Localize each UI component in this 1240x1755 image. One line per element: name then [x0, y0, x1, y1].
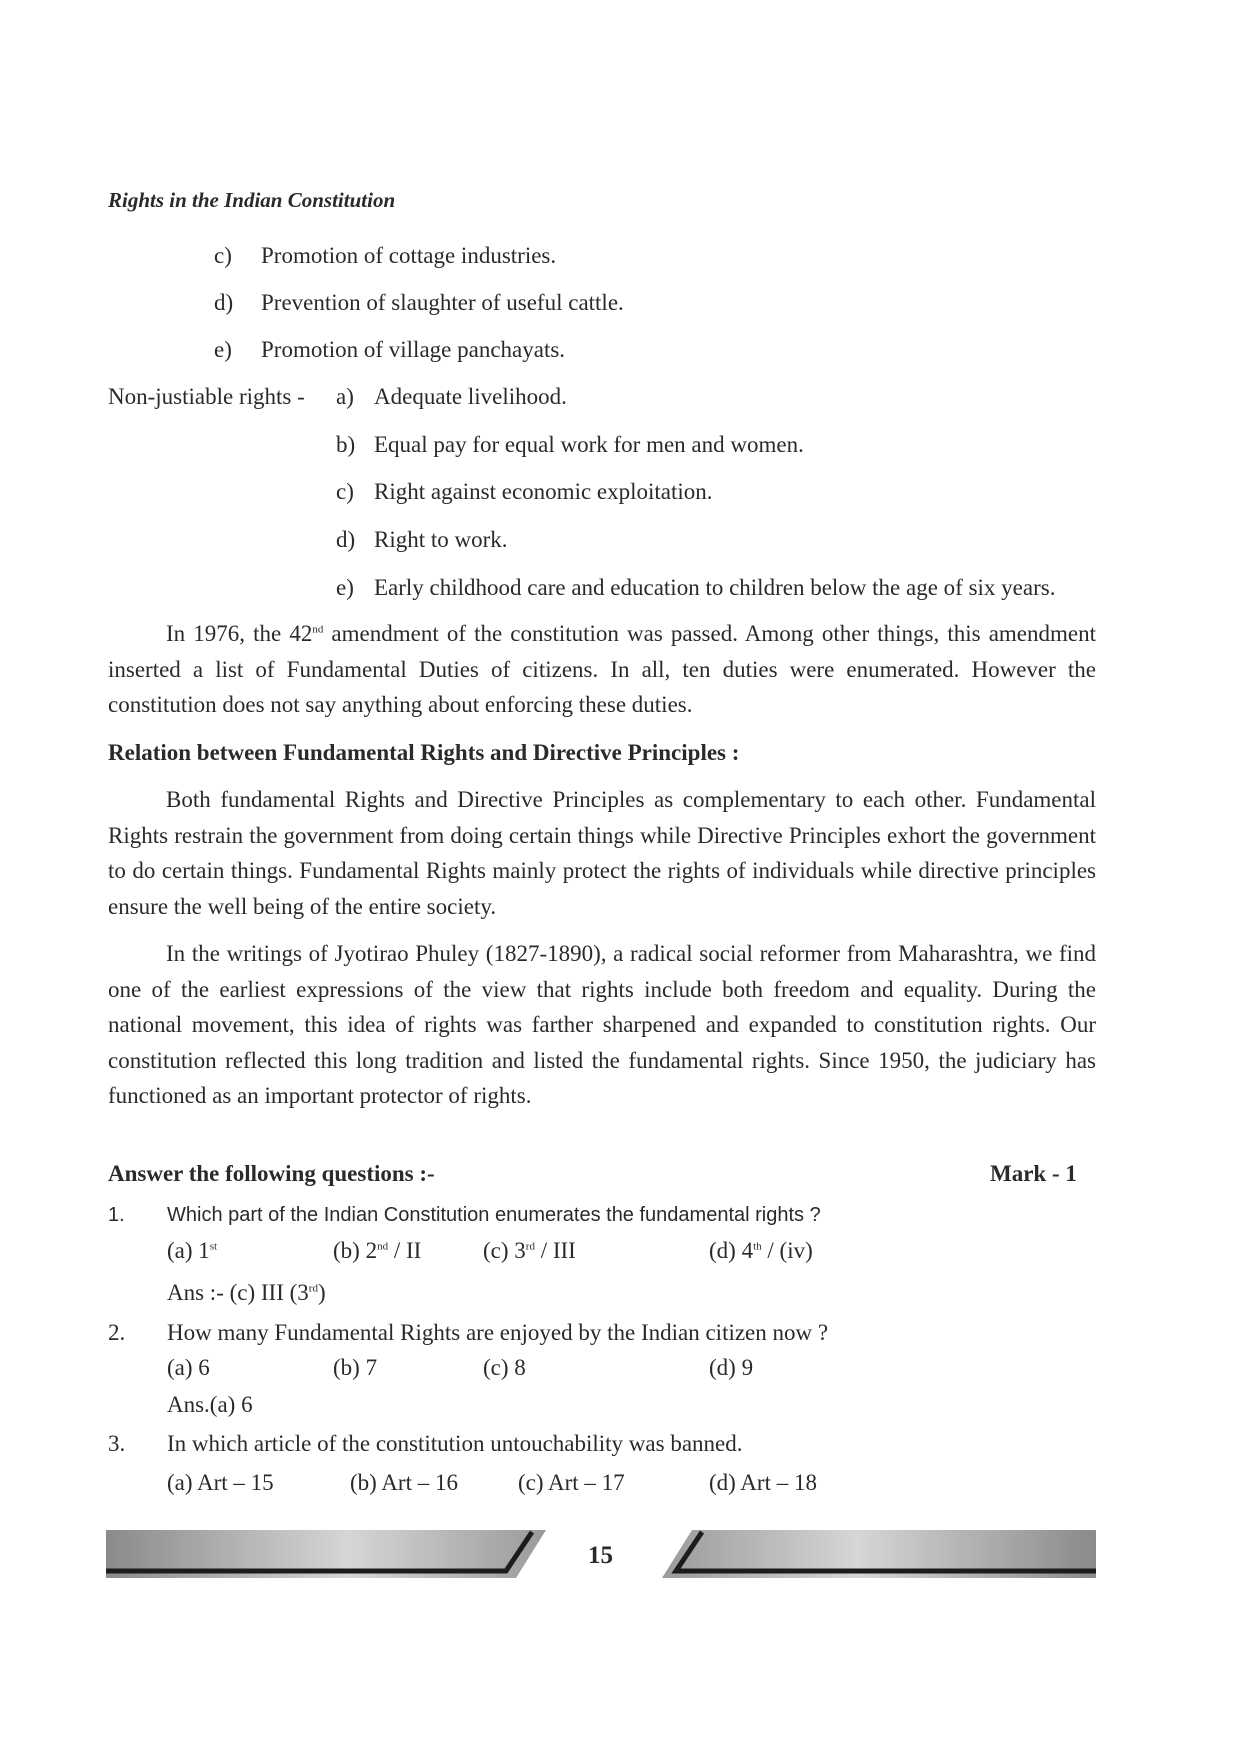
answer: Ans.(a) 6: [167, 1392, 253, 1417]
list-text: Promotion of cottage industries.: [261, 243, 557, 268]
list-text: Adequate livelihood.: [374, 384, 567, 409]
footer-bar-left: [106, 1528, 546, 1580]
option-a: (a) 6: [167, 1355, 210, 1380]
paragraph-phuley: In the writings of Jyotirao Phuley (1827-1890), a radical social reformer from Maharashtra, we find one of the earliest expressions of the view that rights include both freedom and equality. During the national movement, this idea of rights was farther sharpened and expanded to constitution rights. Our constitution reflected this long tradition and listed the fundamental rights. Since 1950, the judiciary has functioned as an important protector of rights.: [108, 941, 1096, 1108]
list-text: Right against economic exploitation.: [374, 479, 713, 504]
question-text: In which article of the constitution untouchability was banned.: [167, 1431, 743, 1456]
option-b: (b) 7: [333, 1355, 378, 1380]
option-d: (d) 9: [709, 1355, 754, 1380]
questions-heading: Answer the following questions :-: [108, 1161, 435, 1186]
question-text: How many Fundamental Rights are enjoyed by the Indian citizen now ?: [167, 1320, 829, 1345]
answer: Ans :- (c) III (3rd): [167, 1280, 326, 1305]
list-label: b): [336, 432, 356, 457]
question-number: 2.: [108, 1320, 126, 1345]
list-label: c): [336, 479, 354, 504]
list-label: d): [214, 290, 234, 315]
list-text: Right to work.: [374, 527, 508, 552]
non-justiable-title: Non-justiable rights -: [108, 384, 305, 409]
question-number: 3.: [108, 1431, 126, 1456]
list-label: a): [336, 384, 354, 409]
list-label: e): [336, 575, 354, 600]
section-heading: Relation between Fundamental Rights and Directive Principles :: [108, 740, 740, 765]
list-label: d): [336, 527, 356, 552]
list-text: Equal pay for equal work for men and women.: [374, 432, 804, 457]
paragraph-amendment: In 1976, the 42nd amendment of the constitution was passed. Among other things, this amendment inserted a list of Fundamental Duties of citizens. In all, ten duties were enumerated. However the constitution does not say anything about enforcing these duties.: [108, 621, 1096, 717]
marks-label: Mark - 1: [990, 1161, 1077, 1186]
option-b: (b) Art – 16: [350, 1470, 458, 1495]
question-text: Which part of the Indian Constitution enumerates the fundamental rights ?: [167, 1204, 821, 1226]
footer-bar-right: [662, 1528, 1096, 1580]
page-number: 15: [588, 1542, 613, 1569]
option-b: (b) 2nd / II: [333, 1238, 422, 1263]
option-a: (a) Art – 15: [167, 1470, 274, 1495]
question-number: 1.: [108, 1204, 125, 1226]
option-c: (c) 8: [483, 1355, 526, 1380]
list-label: e): [214, 337, 232, 362]
option-c: (c) Art – 17: [518, 1470, 625, 1495]
option-a: (a) 1st: [167, 1238, 218, 1263]
list-text: Prevention of slaughter of useful cattle.: [261, 290, 624, 315]
list-label: c): [214, 243, 232, 268]
paragraph-relation: Both fundamental Rights and Directive Principles as complementary to each other. Fundamental Rights restrain the government from doing certain things while Directive Principles exhort the government to do certain things. Fundamental Rights mainly protect the rights of individuals while directive principles ensure the well being of the entire society.: [108, 787, 1096, 919]
list-text: Early childhood care and education to children below the age of six years.: [374, 575, 1056, 600]
option-c: (c) 3rd / III: [483, 1238, 576, 1263]
running-header: Rights in the Indian Constitution: [108, 188, 396, 212]
option-d: (d) 4th / (iv): [709, 1238, 813, 1263]
option-d: (d) Art – 18: [709, 1470, 817, 1495]
list-text: Promotion of village panchayats.: [261, 337, 566, 362]
